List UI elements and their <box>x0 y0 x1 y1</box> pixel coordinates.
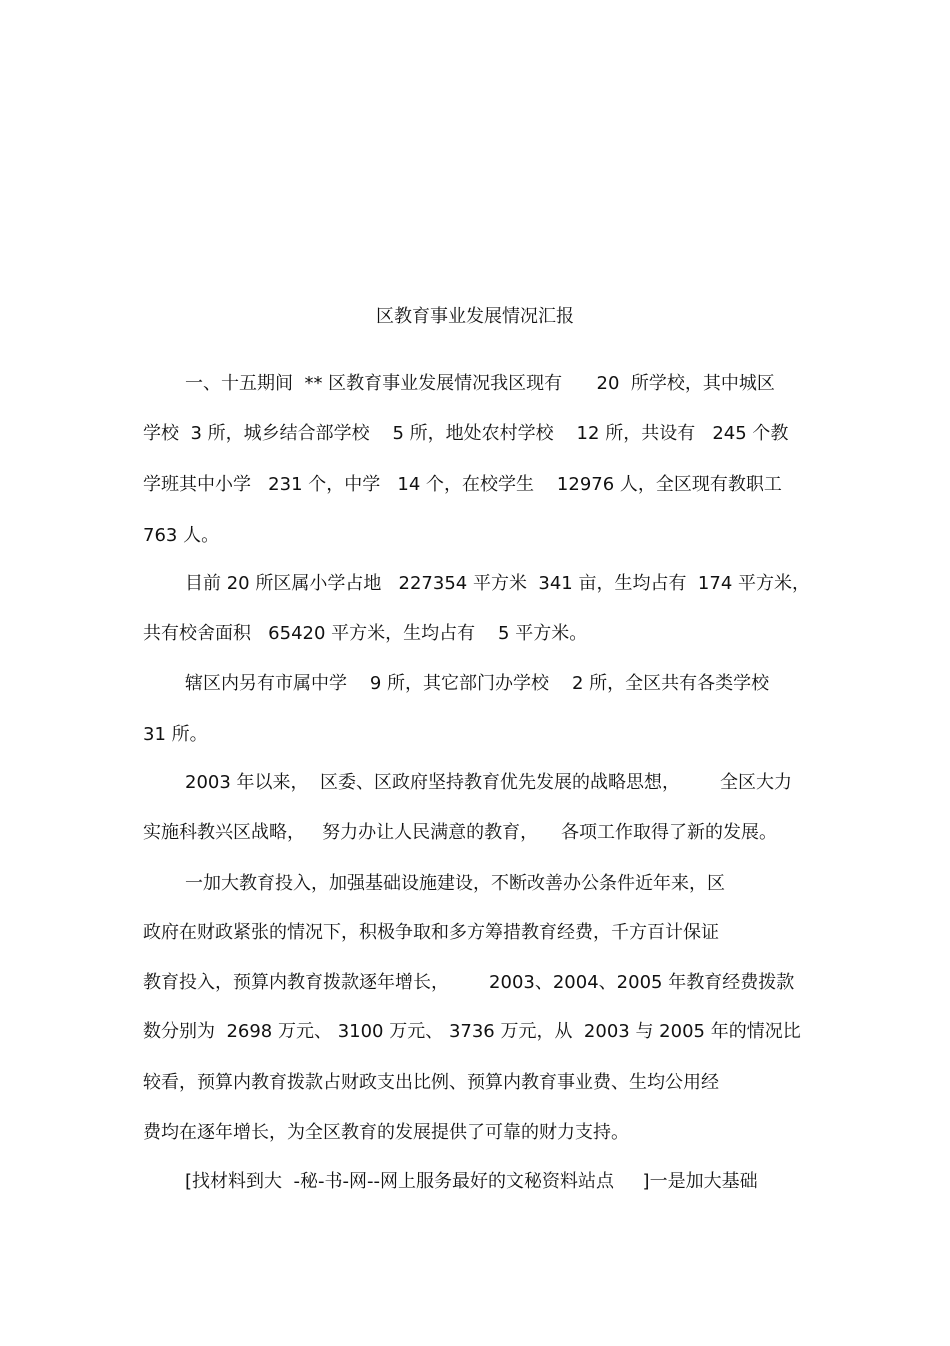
text-line: 31 所。 <box>143 724 208 745</box>
text-line: 费均在逐年增长，为全区教育的发展提供了可靠的财力支持。 <box>143 1122 629 1143</box>
text-line: 辖区内另有市属中学 9 所，其它部门办学校 2 所，全区共有各类学校 <box>185 673 770 694</box>
text-line: 一加大教育投入，加强基础设施建设，不断改善办公条件近年来，区 <box>185 873 725 894</box>
text-line: 数分别为 2698 万元、 3100 万元、 3736 万元，从 2003 与 2005 年的情况比 <box>143 1021 801 1042</box>
text-line: 实施科教兴区战略， 努力办让人民满意的教育， 各项工作取得了新的发展。 <box>143 822 778 843</box>
text-line: 较看，预算内教育拨款占财政支出比例、预算内教育事业费、生均公用经 <box>143 1072 719 1093</box>
document-title: 区教育事业发展情况汇报 <box>376 306 574 327</box>
text-line: 目前 20 所区属小学占地 227354 平方米 341 亩，生均占有 174 平方米， <box>185 573 810 594</box>
text-line: 政府在财政紧张的情况下，积极争取和多方筹措教育经费，千方百计保证 <box>143 922 719 943</box>
text-line: 一、十五期间 ** 区教育事业发展情况我区现有 20 所学校，其中城区 <box>185 373 775 394</box>
text-line: 共有校舍面积 65420 平方米，生均占有 5 平方米。 <box>143 623 588 644</box>
text-line: 2003 年以来， 区委、区政府坚持教育优先发展的战略思想， 全区大力 <box>185 772 793 793</box>
text-line: 学班其中小学 231 个，中学 14 个，在校学生 12976 人，全区现有教职工 <box>143 474 782 495</box>
text-line: 教育投入，预算内教育拨款逐年增长， 2003、2004、2005 年教育经费拨款 <box>143 972 795 993</box>
text-line: [找材料到大 -秘-书-网--网上服务最好的文秘资料站点 ]一是加大基础 <box>185 1171 758 1192</box>
text-line: 763 人。 <box>143 525 220 546</box>
text-line: 学校 3 所，城乡结合部学校 5 所，地处农村学校 12 所，共设有 245 个教 <box>143 423 789 444</box>
